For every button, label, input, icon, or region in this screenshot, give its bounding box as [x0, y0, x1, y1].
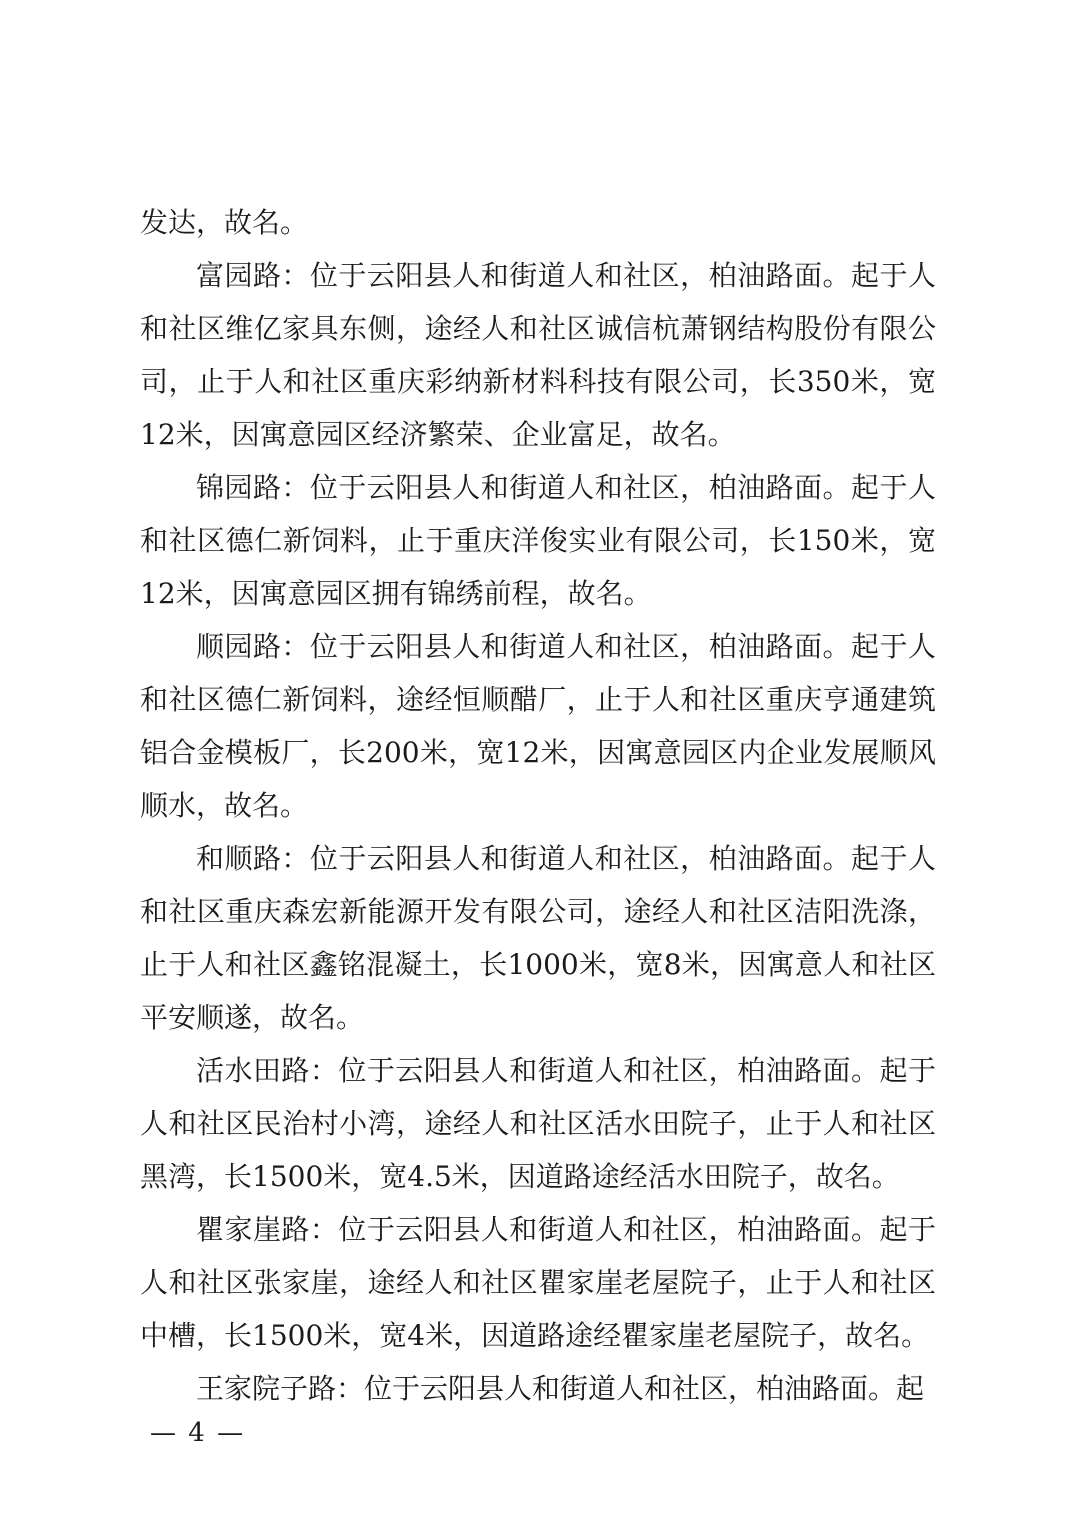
paragraph-wangjiayuanzi-road	[140, 1362, 936, 1415]
paragraph-text: 位于云阳县人和街道人和社区，柏油路面。起于人和社区重庆森宏新能源开发有限公司，途经人和社区洁阳洗涤，止于人和社区鑫铭混凝土，长1000米，宽8米，因寓意人和社区平安顺遂，故名。	[140, 842, 936, 1034]
paragraph-text: 位于云阳县人和街道人和社区，柏油路面。起于人和社区维亿家具东侧，途经人和社区诚信杭萧钢结构股份有限公司，止于人和社区重庆彩纳新材料科技有限公司，长350米，宽12米，因寓意园区经济繁荣、企业富足，故名。	[140, 259, 936, 451]
document-body	[140, 196, 936, 1415]
paragraph-huoshuitian-road	[140, 1044, 936, 1203]
road-name: 瞿家崖路：	[196, 1213, 339, 1246]
paragraph-text: 位于云阳县人和街道人和社区，柏油路面。起	[364, 1372, 925, 1405]
paragraph-qujiaya-road	[140, 1203, 936, 1362]
paragraph-heshun-road	[140, 832, 936, 1044]
road-name: 活水田路：	[196, 1054, 339, 1087]
paragraph-text: 位于云阳县人和街道人和社区，柏油路面。起于人和社区德仁新饲料，途经恒顺醋厂，止于人和社区重庆亨通建筑铝合金模板厂，长200米，宽12米，因寓意园区内企业发展顺风顺水，故名。	[140, 630, 936, 822]
paragraph-jinyuan-road	[140, 461, 936, 620]
paragraph-text: 发达，故名。	[140, 206, 309, 239]
road-name: 锦园路：	[196, 471, 310, 504]
paragraph-text: 位于云阳县人和街道人和社区，柏油路面。起于人和社区民治村小湾，途经人和社区活水田院子，止于人和社区黑湾，长1500米，宽4.5米，因道路途经活水田院子，故名。	[140, 1054, 936, 1193]
page-number: — 4 —	[150, 1418, 246, 1448]
paragraph-text: 位于云阳县人和街道人和社区，柏油路面。起于人和社区张家崖，途经人和社区瞿家崖老屋院子，止于人和社区中槽，长1500米，宽4米，因道路途经瞿家崖老屋院子，故名。	[140, 1213, 936, 1352]
road-name: 顺园路：	[196, 630, 310, 663]
paragraph-shunyuan-road	[140, 620, 936, 832]
paragraph-continuation	[140, 196, 936, 249]
paragraph-text: 位于云阳县人和街道人和社区，柏油路面。起于人和社区德仁新饲料，止于重庆洋俊实业有限公司，长150米，宽12米，因寓意园区拥有锦绣前程，故名。	[140, 471, 936, 610]
road-name: 富园路：	[196, 259, 310, 292]
paragraph-fuyuan-road	[140, 249, 936, 461]
road-name: 和顺路：	[196, 842, 310, 875]
road-name: 王家院子路：	[196, 1372, 365, 1405]
